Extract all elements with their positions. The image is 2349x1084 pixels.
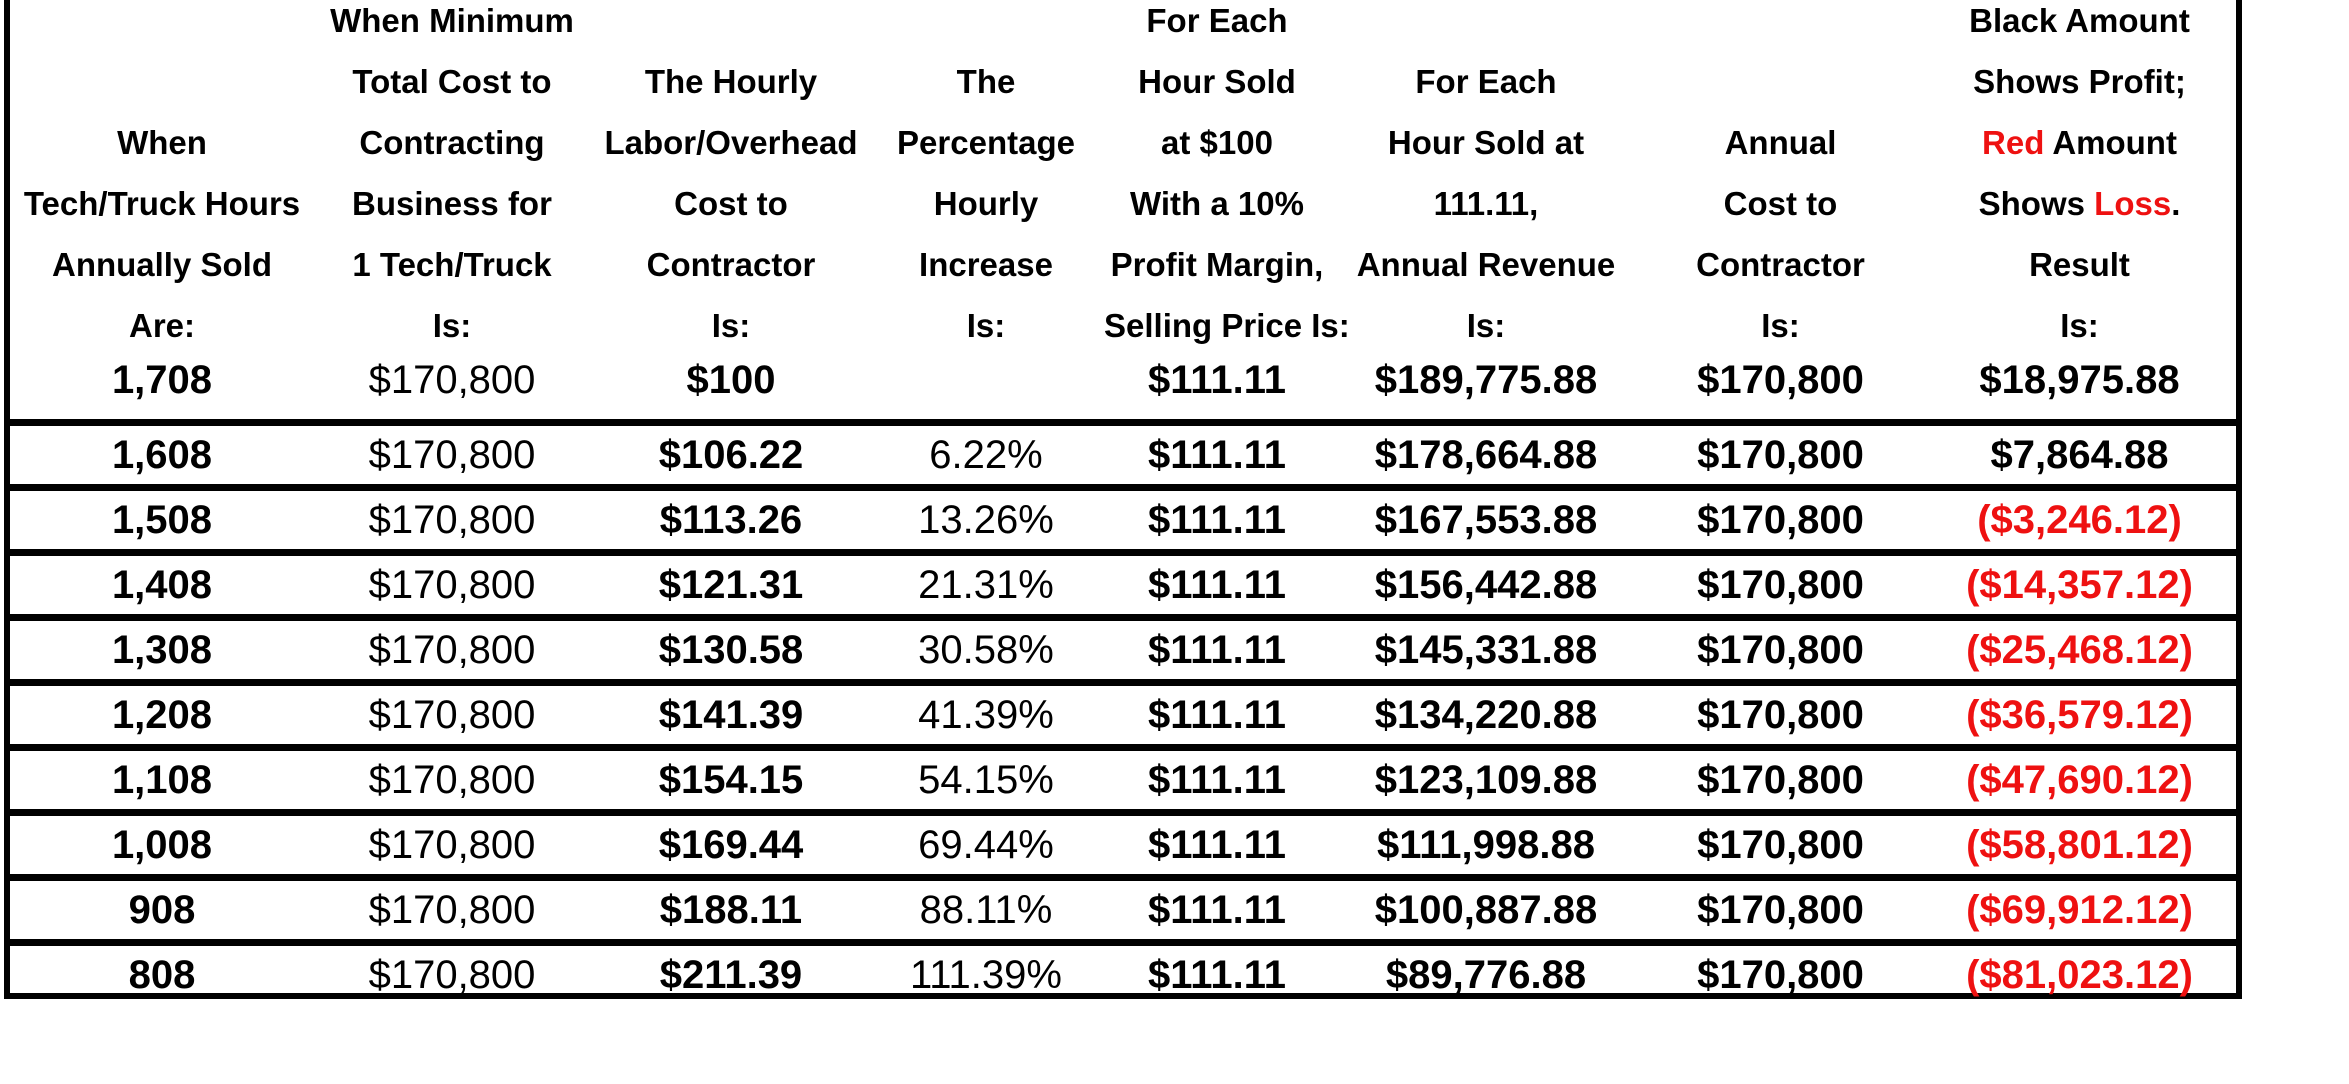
annual-cost-cell: $170,800 bbox=[1638, 553, 1923, 618]
header-selling-price: For Each Hour Sold at $100 With a 10% Profit Margin, Selling Price Is: bbox=[1104, 2, 1350, 344]
table-row bbox=[10, 878, 2236, 943]
pct-increase-cell: 54.15% bbox=[872, 748, 1100, 813]
hours-cell: 1,708 bbox=[111, 358, 213, 402]
annual-cost-cell: $170,800 bbox=[1638, 618, 1923, 683]
hours-cell: 908 bbox=[10, 878, 314, 943]
hours-cell: 1,208 bbox=[10, 683, 314, 748]
annual-revenue-cell: $89,776.88 bbox=[1334, 943, 1638, 1005]
profit-loss-table-frame bbox=[4, 0, 2242, 999]
hours-cell: 1,108 bbox=[10, 748, 314, 813]
result-cell: ($3,246.12) bbox=[1923, 488, 2236, 553]
annual-cost-cell: $170,800 bbox=[1638, 423, 1923, 488]
selling-price-cell: $111.11 bbox=[1100, 553, 1334, 618]
hourly-cost-cell: $154.15 bbox=[590, 748, 872, 813]
selling-price-cell: $111.11 bbox=[1100, 878, 1334, 943]
selling-price-cell: $111.11 bbox=[1100, 943, 1334, 1005]
result-cell: ($69,912.12) bbox=[1923, 878, 2236, 943]
table-body bbox=[10, 356, 2236, 1004]
hours-cell: 1,608 bbox=[10, 423, 314, 488]
annual-revenue-cell: $100,887.88 bbox=[1334, 878, 1638, 943]
table-row bbox=[10, 748, 2236, 813]
table-row bbox=[10, 813, 2236, 878]
profit-loss-table bbox=[10, 0, 2236, 1004]
pct-increase-cell: 13.26% bbox=[872, 488, 1100, 553]
hours-cell: 808 bbox=[10, 943, 314, 1005]
result-cell: $7,864.88 bbox=[1923, 423, 2236, 488]
min-cost-cell: $170,800 bbox=[314, 683, 590, 748]
table-row bbox=[10, 683, 2236, 748]
table-row bbox=[10, 356, 2236, 423]
selling-price-cell: $111.11 bbox=[1100, 488, 1334, 553]
min-cost-cell: $170,800 bbox=[314, 423, 590, 488]
result-cell: $18,975.88 bbox=[1979, 358, 2180, 402]
header-result-legend-loss: Shows Loss. bbox=[1978, 185, 2181, 222]
annual-cost-cell: $170,800 bbox=[1638, 813, 1923, 878]
pct-increase-cell: 69.44% bbox=[872, 813, 1100, 878]
pct-increase-cell bbox=[872, 356, 1100, 423]
hourly-cost-cell: $121.31 bbox=[590, 553, 872, 618]
annual-revenue-cell: $123,109.88 bbox=[1334, 748, 1638, 813]
min-cost-cell: $170,800 bbox=[314, 878, 590, 943]
result-cell: ($25,468.12) bbox=[1923, 618, 2236, 683]
hours-cell: 1,308 bbox=[10, 618, 314, 683]
annual-cost-cell: $170,800 bbox=[1638, 943, 1923, 1005]
result-cell: ($81,023.12) bbox=[1923, 943, 2236, 1005]
header-annual-revenue: For Each Hour Sold at 111.11, Annual Revenue Is: bbox=[1356, 63, 1616, 344]
header-percentage-increase: The Percentage Hourly Increase Is: bbox=[897, 63, 1075, 344]
min-cost-cell: $170,800 bbox=[314, 488, 590, 553]
selling-price-cell: $111.11 bbox=[1100, 748, 1334, 813]
min-cost-cell: $170,800 bbox=[314, 618, 590, 683]
annual-revenue-cell: $156,442.88 bbox=[1334, 553, 1638, 618]
min-cost-cell: $170,800 bbox=[314, 748, 590, 813]
annual-revenue-cell: $145,331.88 bbox=[1334, 618, 1638, 683]
table-row bbox=[10, 488, 2236, 553]
pct-increase-cell: 41.39% bbox=[872, 683, 1100, 748]
annual-cost-cell: $170,800 bbox=[1638, 488, 1923, 553]
selling-price-cell: $111.11 bbox=[1100, 683, 1334, 748]
min-cost-cell: $170,800 bbox=[314, 813, 590, 878]
header-row bbox=[10, 0, 2236, 356]
annual-revenue-cell: $134,220.88 bbox=[1334, 683, 1638, 748]
hourly-cost-cell: $211.39 bbox=[590, 943, 872, 1005]
annual-cost-cell: $170,800 bbox=[1638, 878, 1923, 943]
hourly-cost-cell: $169.44 bbox=[590, 813, 872, 878]
pct-increase-cell: 30.58% bbox=[872, 618, 1100, 683]
table-row bbox=[10, 618, 2236, 683]
hourly-cost-cell: $188.11 bbox=[590, 878, 872, 943]
selling-price-cell: $111.11 bbox=[1100, 423, 1334, 488]
hours-cell: 1,408 bbox=[10, 553, 314, 618]
result-cell: ($14,357.12) bbox=[1923, 553, 2236, 618]
min-cost-cell: $170,800 bbox=[368, 358, 536, 402]
pct-increase-cell: 6.22% bbox=[872, 423, 1100, 488]
hours-cell: 1,508 bbox=[10, 488, 314, 553]
hourly-cost-cell: $113.26 bbox=[590, 488, 872, 553]
annual-cost-cell: $170,800 bbox=[1697, 358, 1864, 402]
pct-increase-cell: 111.39% bbox=[872, 943, 1100, 1005]
hourly-cost-cell: $130.58 bbox=[590, 618, 872, 683]
hours-cell: 1,008 bbox=[10, 813, 314, 878]
header-hours-sold: When Tech/Truck Hours Annually Sold Are: bbox=[23, 124, 301, 344]
annual-revenue-cell: $178,664.88 bbox=[1334, 423, 1638, 488]
selling-price-cell: $111.11 bbox=[1100, 618, 1334, 683]
annual-cost-cell: $170,800 bbox=[1638, 683, 1923, 748]
pct-increase-cell: 21.31% bbox=[872, 553, 1100, 618]
hourly-cost-cell: $106.22 bbox=[590, 423, 872, 488]
annual-revenue-cell: $111,998.88 bbox=[1334, 813, 1638, 878]
min-cost-cell: $170,800 bbox=[314, 943, 590, 1005]
table-row bbox=[10, 553, 2236, 618]
hourly-cost-cell: $141.39 bbox=[590, 683, 872, 748]
selling-price-cell: $111.11 bbox=[1148, 358, 1286, 402]
result-cell: ($47,690.12) bbox=[1923, 748, 2236, 813]
header-result: Black Amount Shows Profit; Red Amount Shows Loss. Result Is: bbox=[1923, 0, 2236, 356]
selling-price-cell: $111.11 bbox=[1100, 813, 1334, 878]
header-result-legend-red: Red Amount bbox=[1982, 124, 2177, 161]
annual-revenue-cell: $189,775.88 bbox=[1374, 358, 1598, 402]
annual-revenue-cell: $167,553.88 bbox=[1334, 488, 1638, 553]
header-hourly-cost: The Hourly Labor/Overhead Cost to Contractor Is: bbox=[604, 63, 858, 344]
result-cell: ($36,579.12) bbox=[1923, 683, 2236, 748]
annual-cost-cell: $170,800 bbox=[1638, 748, 1923, 813]
header-annual-cost: Annual Cost to Contractor Is: bbox=[1696, 124, 1865, 344]
pct-increase-cell: 88.11% bbox=[872, 878, 1100, 943]
min-cost-cell: $170,800 bbox=[314, 553, 590, 618]
table-row bbox=[10, 423, 2236, 488]
header-min-total-cost: When Minimum Total Cost to Contracting Business for 1 Tech/Truck Is: bbox=[330, 2, 574, 344]
result-cell: ($58,801.12) bbox=[1923, 813, 2236, 878]
hourly-cost-cell: $100 bbox=[686, 358, 776, 402]
table-row bbox=[10, 943, 2236, 1005]
